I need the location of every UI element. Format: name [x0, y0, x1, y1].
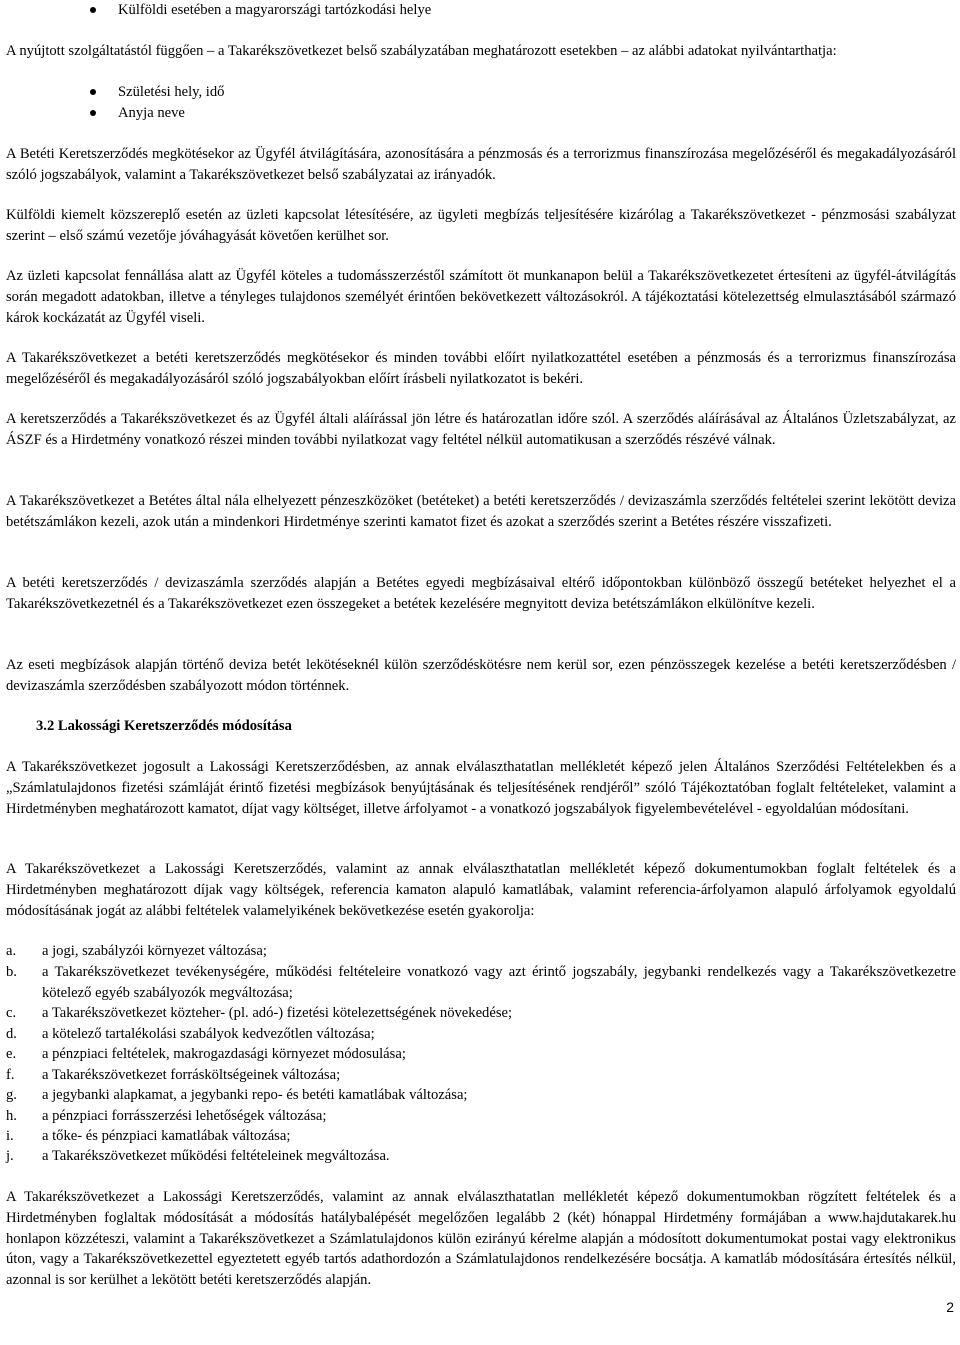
list-text: a Takarékszövetkezet tevékenységére, működési feltételeire vonatkozó vagy azt érintő jogszabály, jegybanki rendelkezés vagy a Takarékszövetkezetre kötelező egyéb szabályozók megváltozása; — [42, 964, 956, 1001]
list-marker: j. — [6, 1148, 14, 1164]
list-marker: i. — [6, 1128, 14, 1144]
bullet-item — [118, 82, 224, 103]
bullet-item — [118, 0, 431, 21]
bullet-text: Külföldi esetében a magyarországi tartózkodási helye — [118, 2, 432, 18]
list-text: a pénzpiaci feltételek, makrogazdasági környezet módosulása; — [42, 1046, 406, 1062]
list-marker: f. — [6, 1067, 15, 1083]
list-text: a Takarékszövetkezet forrásköltségeinek változása; — [42, 1067, 341, 1083]
paragraph: Külföldi kiemelt közszereplő esetén az üzleti kapcsolat létesítésére, az ügyleti megbízás teljesítésére kizárólag a Takarékszövetkezet - pénzmosási szabályzat szerint – első számú vezetője jóváhagyását követően kerülhet sor. — [6, 207, 956, 244]
paragraph-final: A Takarékszövetkezet a Lakossági Keretszerződés, valamint az annak elválaszthatatlan mellékletét képező dokumentumokban rögzített feltételek és a Hirdetményben foglaltak módosítását a módosítás hatálybalépését megelőzően legalább 2 (két) hónappal Hirdetmény formájában a www.hajdutakarek.hu honlapon közzéteszi, valamint a Takarékszövetkezet a Számlatulajdonos külön ezirányú kérelme alapján a módosított dokumentumokat postai vagy elektronikus úton, vagy a Takarékszövetkezettel egyeztetett egyéb tartós adathordozón a Számlatulajdonos rendelkezésére bocsátja. A kamatláb módosítására értesítés nélkül, azonnal is sor kerülhet a lekötött betéti keretszerződés alapján. — [6, 1189, 956, 1289]
paragraph: A Takarékszövetkezet a betéti keretszerződés megkötésekor és minden további előírt nyilatkozattétel esetében a pénzmosás és a terrorizmus finanszírozása megelőzéséről és megakadályozásáról szóló jogszabályokban előírt írásbeli nyilatkozatot is bekéri. — [6, 350, 956, 387]
list-marker: d. — [6, 1026, 17, 1042]
paragraph: A Betéti Keretszerződés megkötésekor az Ügyfél átvilágítására, azonosítására a pénzmosás és a terrorizmus finanszírozása megelőzéséről és megakadályozásáról szóló jogszabályok, valamint a Takarékszövetkezet belső szabályzatai az irányadók. — [6, 146, 956, 183]
paragraph: Az eseti megbízások alapján történő deviza betét lekötéseknél külön szerződéskötésre nem kerül sor, ezen pénzösszegek kezelése a betéti keretszerződésben / devizaszámla szerződésben szabályozott módon történnek. — [6, 657, 956, 694]
list-marker: g. — [6, 1087, 17, 1103]
page-number: 2 — [946, 1299, 954, 1315]
bullet-text: Anyja neve — [118, 105, 185, 121]
bullet-dot-icon — [90, 110, 96, 116]
list-marker: h. — [6, 1108, 17, 1124]
bullet-text: Születési hely, idő — [118, 84, 225, 100]
list-text: a jegybanki alapkamat, a jegybanki repo- és betéti kamatlábak változása; — [42, 1087, 468, 1103]
paragraph: A Takarékszövetkezet a Betétes által nála elhelyezett pénzeszközöket (betéteket) a betéti keretszerződés / devizaszámla szerződés feltételei szerint lekötött deviza betétszámlákon kezeli, azok után a mindenkori Hirdetménye szerinti kamatot fizet és azokat a szerződés szerint a Betétes részére visszafizeti. — [6, 493, 956, 530]
list-text: a Takarékszövetkezet közteher- (pl. adó-) fizetési kötelezettségének növekedése; — [42, 1005, 513, 1021]
paragraph: A Takarékszövetkezet a Lakossági Keretszerződés, valamint az annak elválaszthatatlan mellékletét képező dokumentumokban foglalt feltételek és a Hirdetményben meghatározott díjak vagy költségek, referencia kamaton alapuló kamatlábak, valamint referencia-árfolyamon alapuló árfolyamok egyoldalú módosításának jogát az alábbi feltételek valamelyikének bekövetkezése esetén gyakorolja: — [6, 861, 956, 919]
bullet-dot-icon — [90, 7, 96, 13]
paragraph: A Takarékszövetkezet jogosult a Lakossági Keretszerződésben, az annak elválaszthatatlan mellékletét képező jelen Általános Szerződési Feltételekben és a „Számlatulajdonos fizetési számláját érintő fizetési megbízások benyújtásának és teljesítésének rendjéről” szóló Tájékoztatóban foglalt feltételeket, valamint a Hirdetményben meghatározott kamatot, díjat vagy költséget, illetve árfolyamot - a vonatkozó jogszabályok figyelembevételével - egyoldalúan módosítani. — [6, 759, 956, 817]
paragraph: A betéti keretszerződés / devizaszámla szerződés alapján a Betétes egyedi megbízásaival eltérő időpontokban különböző összegű betéteket helyezhet el a Takarékszövetkezetnél és a Takarékszövetkezet ezen összegeket a betétek kezelésére megnyitott deviza betétszámlákon elkülönítve kezeli. — [6, 575, 956, 612]
bullet-item — [118, 103, 185, 124]
list-text: a kötelező tartalékolási szabályok kedvezőtlen változása; — [42, 1026, 375, 1042]
paragraph-intro: A nyújtott szolgáltatástól függően – a Takarékszövetkezet belső szabályzatában meghatározott esetekben – az alábbi adatokat nyilvántarthatja: — [6, 43, 837, 59]
list-marker: e. — [6, 1046, 17, 1062]
section-heading: 3.2 Lakossági Keretszerződés módosítása — [36, 718, 292, 734]
bullet-dot-icon — [90, 89, 96, 95]
paragraph: A keretszerződés a Takarékszövetkezet és az Ügyfél általi aláírással jön létre és határozatlan időre szól. A szerződés aláírásával az Általános Üzletszabályzat, az ÁSZF és a Hirdetmény vonatkozó részei minden további nyilatkozat vagy feltétel nélkül automatikusan a szerződés részévé válnak. — [6, 411, 956, 448]
list-text: a Takarékszövetkezet működési feltételeinek megváltozása. — [42, 1148, 390, 1164]
list-text: a pénzpiaci forrásszerzési lehetőségek változása; — [42, 1108, 327, 1124]
list-text: a jogi, szabályzói környezet változása; — [42, 943, 267, 959]
list-text: a tőke- és pénzpiaci kamatlábak változása; — [42, 1128, 291, 1144]
list-marker: c. — [6, 1005, 17, 1021]
list-marker: b. — [6, 964, 17, 980]
paragraph: Az üzleti kapcsolat fennállása alatt az Ügyfél köteles a tudomásszerzéstől számított öt munkanapon belül a Takarékszövetkezetet értesíteni az ügyfél-átvilágítás során megadott adatokban, illetve a tényleges tulajdonos személyét érintően bekövetkezett változásokról. A tájékoztatási kötelezettség elmulasztásából származó károk kockázatát az Ügyfél viseli. — [6, 268, 956, 326]
list-marker: a. — [6, 943, 17, 959]
